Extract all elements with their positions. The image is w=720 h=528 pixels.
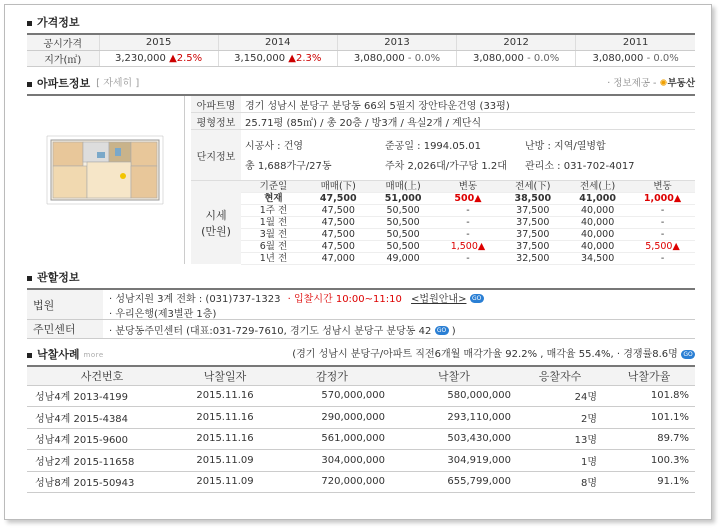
auction-header: 사건번호 — [27, 366, 177, 385]
market-cell: 1,500▲ — [436, 241, 501, 253]
apt-info-box — [27, 94, 695, 265]
price-year: 2015 — [99, 34, 218, 51]
price-value-cell — [99, 51, 218, 67]
market-cell: - — [436, 217, 501, 229]
market-cell: 3월 전 — [241, 229, 306, 241]
floor-plan-image — [27, 96, 185, 264]
auction-rate: 89.7% — [603, 428, 695, 450]
center-label: 주민센터 — [27, 320, 103, 338]
auction-winning-bid: 580,000,000 — [391, 385, 517, 407]
auction-more-link[interactable]: more — [83, 351, 104, 359]
price-year: 2012 — [457, 34, 576, 51]
center-go-icon[interactable]: GO — [435, 326, 449, 335]
price-change: - 0.0% — [527, 53, 560, 64]
auction-rate: 100.3% — [603, 450, 695, 472]
market-header: 매매(下) — [306, 181, 371, 193]
complex-parking: 주차 2,026대/가구당 1.2대 — [385, 161, 507, 172]
market-cell: 47,500 — [306, 205, 371, 217]
auction-case[interactable]: 성남4계 2015-4384 — [27, 407, 177, 429]
market-cell: 47,500 — [306, 193, 371, 205]
juris-title: 관할정보 — [37, 271, 80, 284]
auction-date: 2015.11.16 — [177, 407, 273, 429]
auction-appraisal: 561,000,000 — [273, 428, 391, 450]
center-close-paren: ) — [451, 325, 456, 337]
auction-bidders: 13명 — [517, 428, 603, 450]
price-change: ▲2.5% — [169, 53, 203, 64]
apt-section-title — [27, 76, 695, 92]
court-line2: · 우리은행(제3별관 1층) — [109, 308, 217, 320]
price-amount: 3,080,000 — [473, 53, 524, 64]
auction-row[interactable] — [27, 471, 695, 493]
auction-rate: 101.1% — [603, 407, 695, 429]
market-cell: 51,000 — [371, 193, 436, 205]
auction-title: 낙찰사례 — [37, 348, 80, 361]
market-cell: 37,500 — [500, 229, 565, 241]
auction-winning-bid: 503,430,000 — [391, 428, 517, 450]
market-header-row — [241, 181, 695, 193]
market-cell: 1년 전 — [241, 253, 306, 265]
price-value-row — [27, 51, 695, 67]
market-header: 매매(上) — [371, 181, 436, 193]
price-change: - 0.0% — [407, 53, 441, 64]
market-label — [191, 181, 241, 264]
auction-winning-bid: 304,919,000 — [391, 450, 517, 472]
court-guide-link[interactable]: <법원안내> — [411, 293, 467, 305]
market-cell: 50,500 — [371, 205, 436, 217]
center-text: · 분당동주민센터 (대표:031-729-7610, 경기도 성남시 분당구 분당동 42 — [109, 325, 432, 337]
section-bullet-icon — [27, 21, 32, 26]
market-cell: 40,000 — [565, 205, 630, 217]
apt-detail-link[interactable]: [ 자세히 ] — [96, 78, 140, 89]
market-cell: - — [630, 229, 695, 241]
price-amount: 3,080,000 — [353, 53, 405, 64]
complex-builder: 시공사 : 건영 — [245, 141, 304, 152]
auction-header: 감정가 — [273, 366, 391, 385]
complex-completed: 준공일 : 1994.05.01 — [385, 141, 481, 152]
auction-rate: 101.8% — [603, 385, 695, 407]
floor-plan-icon — [27, 96, 185, 264]
market-row — [241, 193, 695, 205]
apt-size-value: 25.71평 (85㎡) / 총 20층 / 방3개 / 욕실2개 / 계단식 — [245, 117, 482, 129]
market-cell: 47,500 — [306, 241, 371, 253]
price-value-cell — [218, 51, 337, 67]
price-year: 2013 — [337, 34, 456, 51]
market-cell: 40,000 — [565, 217, 630, 229]
section-bullet-icon — [27, 276, 32, 281]
market-cell: - — [436, 205, 501, 217]
apt-complex-row — [191, 130, 695, 181]
complex-office: 관리소 : 031-702-4017 — [525, 161, 635, 172]
auction-appraisal: 720,000,000 — [273, 471, 391, 493]
complex-units: 총 1,688가구/27동 — [245, 161, 332, 172]
court-hours: · 입찰시간 10:00~11:10 — [287, 293, 402, 305]
apt-details — [191, 96, 695, 264]
auction-winning-bid: 293,110,000 — [391, 407, 517, 429]
market-cell: 50,500 — [371, 229, 436, 241]
price-amount: 3,230,000 — [114, 53, 166, 64]
auction-row[interactable] — [27, 407, 695, 429]
market-cell: - — [436, 229, 501, 241]
market-cell: 40,000 — [565, 241, 630, 253]
auction-appraisal: 570,000,000 — [273, 385, 391, 407]
apt-name-value: 경기 성남시 분당구 분당동 66외 5필지 장안타운건영 (33평) — [245, 100, 510, 112]
price-value-cell — [337, 51, 456, 67]
auction-header: 낙찰일자 — [177, 366, 273, 385]
auction-bidders: 24명 — [517, 385, 603, 407]
price-year: 2014 — [218, 34, 337, 51]
market-cell: 40,000 — [565, 229, 630, 241]
apt-name-row — [191, 96, 695, 113]
center-value — [103, 322, 456, 337]
market-cell: 47,000 — [306, 253, 371, 265]
auction-appraisal: 304,000,000 — [273, 450, 391, 472]
auction-case[interactable]: 성남2계 2015-11658 — [27, 450, 177, 472]
market-header: 전세(上) — [565, 181, 630, 193]
apt-title: 아파트정보 — [37, 77, 91, 90]
apt-size-row — [191, 113, 695, 130]
auction-date: 2015.11.09 — [177, 450, 273, 472]
market-cell: 50,500 — [371, 241, 436, 253]
market-cell: 1,000▲ — [630, 193, 695, 205]
auction-row[interactable] — [27, 450, 695, 472]
market-cell: 47,500 — [306, 217, 371, 229]
auction-go-icon[interactable]: GO — [681, 350, 695, 359]
market-cell: 현재 — [241, 193, 306, 205]
market-cell: - — [630, 217, 695, 229]
market-row — [241, 205, 695, 217]
auction-row[interactable] — [27, 385, 695, 407]
auction-date: 2015.11.16 — [177, 385, 273, 407]
price-year: 2011 — [576, 34, 695, 51]
market-cell: 38,500 — [500, 193, 565, 205]
market-cell: 37,500 — [500, 205, 565, 217]
provider-credit — [607, 76, 695, 92]
auction-bidders: 1명 — [517, 450, 603, 472]
provider-label: · 정보제공 - — [607, 78, 657, 89]
market-cell: 37,500 — [500, 241, 565, 253]
apt-name-label: 아파트명 — [191, 96, 241, 112]
market-cell: 47,500 — [306, 229, 371, 241]
auction-row[interactable] — [27, 428, 695, 450]
market-cell: 500▲ — [436, 193, 501, 205]
price-amount: 3,080,000 — [592, 53, 644, 64]
price-amount: 3,150,000 — [234, 53, 286, 64]
auction-case[interactable]: 성남8계 2015-50943 — [27, 471, 177, 493]
auction-appraisal: 290,000,000 — [273, 407, 391, 429]
price-change: - 0.0% — [646, 53, 679, 64]
auction-case[interactable]: 성남4계 2013-4199 — [27, 385, 177, 407]
auction-bidders: 8명 — [517, 471, 603, 493]
price-table — [27, 33, 695, 67]
juris-box — [27, 288, 695, 339]
auction-date: 2015.11.09 — [177, 471, 273, 493]
market-cell: 50,500 — [371, 217, 436, 229]
court-row — [27, 290, 695, 320]
price-row-label: 지가(㎡) — [27, 51, 99, 67]
market-cell: - — [436, 253, 501, 265]
market-cell: 32,500 — [500, 253, 565, 265]
court-label: 법원 — [27, 290, 103, 319]
auction-competition: · 경쟁률8.6명 — [616, 349, 678, 360]
market-row — [241, 253, 695, 265]
market-row — [241, 241, 695, 253]
price-section-title — [27, 15, 695, 31]
auction-section-title — [27, 347, 695, 363]
auction-bidders: 2명 — [517, 407, 603, 429]
section-bullet-icon — [27, 82, 32, 87]
market-cell: 41,000 — [565, 193, 630, 205]
apt-complex-label: 단지정보 — [191, 130, 241, 180]
auction-summary — [292, 347, 695, 363]
price-value-cell — [576, 51, 695, 67]
market-header: 전세(下) — [500, 181, 565, 193]
auction-table — [27, 365, 695, 493]
auction-header: 응찰자수 — [517, 366, 603, 385]
price-change: ▲2.3% — [288, 53, 322, 64]
market-cell: 5,500▲ — [630, 241, 695, 253]
court-phone: · 성남지원 3계 전화 : (031)737-1323 — [109, 293, 281, 305]
price-header-row — [27, 34, 695, 51]
auction-rate: 91.1% — [603, 471, 695, 493]
market-cell: 1주 전 — [241, 205, 306, 217]
market-cell: 1월 전 — [241, 217, 306, 229]
content-inner — [27, 15, 695, 493]
juris-section-title — [27, 270, 695, 286]
market-header: 변동 — [630, 181, 695, 193]
price-value-cell — [457, 51, 576, 67]
market-cell: 49,000 — [371, 253, 436, 265]
market-cell: 34,500 — [565, 253, 630, 265]
market-label-unit: (만원) — [201, 224, 231, 238]
auction-case[interactable]: 성남4계 2015-9600 — [27, 428, 177, 450]
market-cell: - — [630, 205, 695, 217]
market-cell: 6월 전 — [241, 241, 306, 253]
content-frame — [4, 4, 712, 520]
auction-header: 낙찰가 — [391, 366, 517, 385]
auction-header: 낙찰가율 — [603, 366, 695, 385]
market-table — [241, 181, 695, 265]
court-line1 — [109, 290, 484, 305]
provider-name: 부동산 — [667, 78, 695, 89]
market-header: 기준일 — [241, 181, 306, 193]
center-row — [27, 320, 695, 339]
section-bullet-icon — [27, 353, 32, 358]
price-header-label: 공시가격 — [27, 34, 99, 51]
auction-summary-text: (경기 성남시 분당구/아파트 직전6개월 매각가율 92.2% , 매각율 55.4%, — [292, 349, 614, 360]
market-header: 변동 — [436, 181, 501, 193]
provider-logo-icon: ✺ — [659, 78, 668, 89]
complex-heating: 난방 : 지역/열병합 — [525, 141, 606, 152]
court-go-icon[interactable]: GO — [470, 294, 484, 303]
auction-winning-bid: 655,799,000 — [391, 471, 517, 493]
auction-date: 2015.11.16 — [177, 428, 273, 450]
market-row — [241, 229, 695, 241]
court-value — [103, 290, 484, 320]
auction-header-row — [27, 366, 695, 385]
market-price-block — [191, 181, 695, 264]
market-label-title: 시세 — [205, 208, 227, 222]
price-title: 가격정보 — [37, 16, 80, 29]
market-cell: - — [630, 253, 695, 265]
market-cell: 37,500 — [500, 217, 565, 229]
apt-size-label: 평형정보 — [191, 113, 241, 129]
market-row — [241, 217, 695, 229]
